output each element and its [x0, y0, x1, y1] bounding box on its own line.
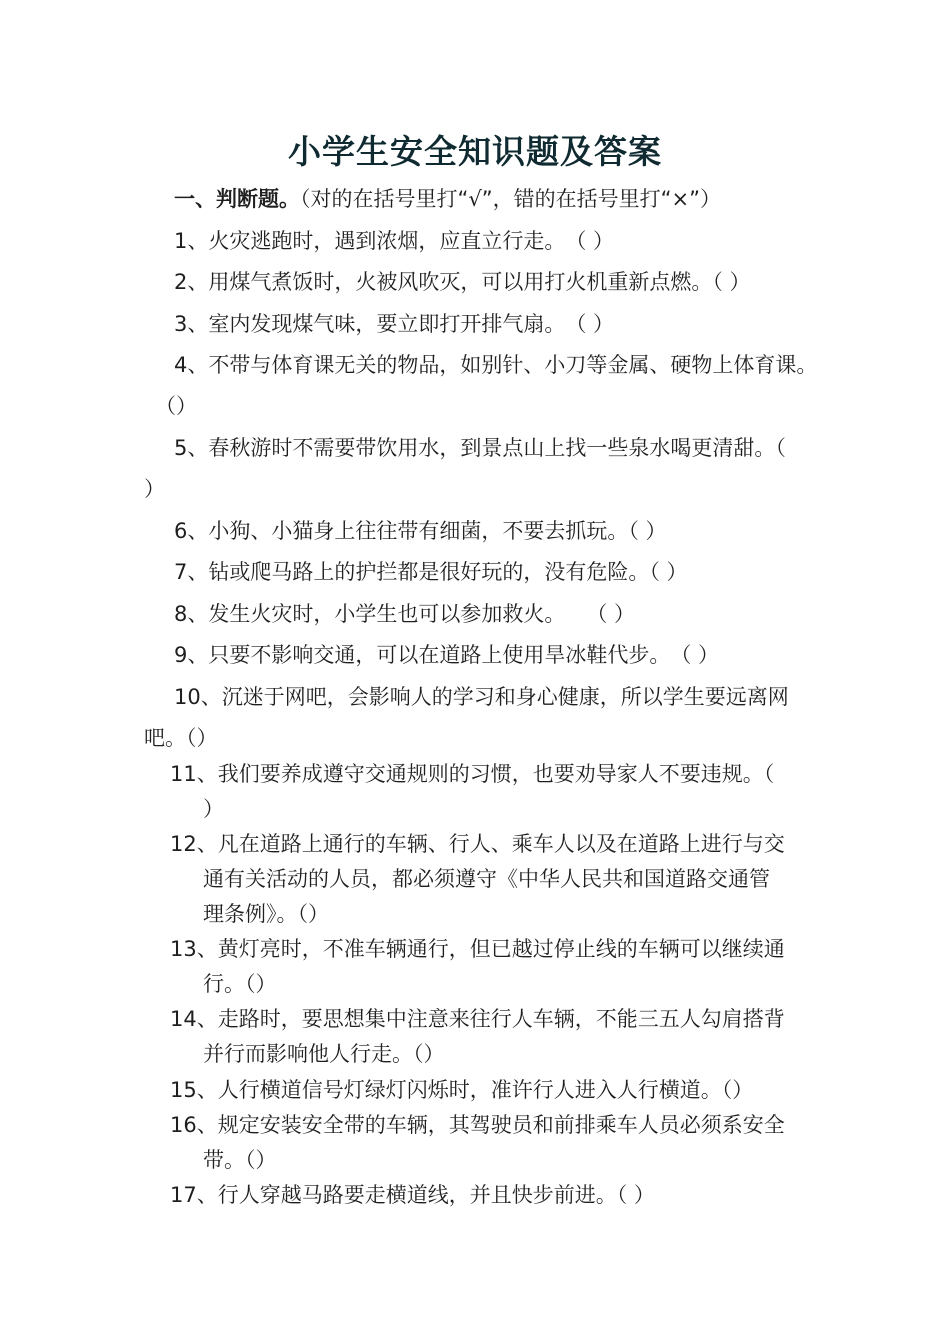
question-line: 12、凡在道路上通行的车辆、行人、乘车人以及在道路上进行与交 [170, 832, 785, 856]
section-instruction: （对的在括号里打“√”，错的在括号里打“×”） [300, 187, 721, 211]
question-line: 2、用煤气煮饭时，火被风吹灭，可以用打火机重新点燃。（ ） [174, 270, 751, 294]
question-line: 7、钻或爬马路上的护拦都是很好玩的，没有危险。（ ） [174, 560, 688, 584]
question-line: 6、小狗、小猫身上往往带有细菌，不要去抓玩。（ ） [174, 519, 667, 543]
question-line: 理条例》。（） [203, 902, 329, 926]
question-line: 9、只要不影响交通，可以在道路上使用旱冰鞋代步。 （ ） [174, 643, 720, 667]
question-line: 吧。（） [144, 726, 218, 750]
question-line: 13、黄灯亮时，不准车辆通行，但已越过停止线的车辆可以继续通 [170, 937, 785, 961]
question-line: 4、不带与体育课无关的物品，如别针、小刀等金属、硬物上体育课。 [174, 353, 818, 377]
question-line: （） [155, 394, 197, 418]
question-line: 1、火灾逃跑时，遇到浓烟，应直立行走。 （ ） [174, 229, 615, 253]
question-line: 17、行人穿越马路要走横道线，并且快步前进。（ ） [170, 1183, 655, 1207]
question-line: 行。（） [203, 972, 277, 996]
question-line: 14、走路时，要思想集中注意来往行人车辆，不能三五人勾肩搭背 [170, 1007, 785, 1031]
question-line: 16、规定安装安全带的车辆，其驾驶员和前排乘车人员必须系安全 [170, 1113, 785, 1137]
question-line: 通有关活动的人员，都必须遵守《中华人民共和国道路交通管 [203, 867, 770, 891]
question-line: 带。（） [203, 1148, 277, 1172]
question-line: 8、发生火灾时，小学生也可以参加救火。 （ ） [174, 602, 636, 626]
question-line: ） [203, 797, 224, 821]
question-line: 11、我们要养成遵守交通规则的习惯，也要劝导家人不要违规。（ [170, 762, 775, 786]
question-line: ） [144, 477, 165, 501]
document-title: 小学生安全知识题及答案 [288, 132, 662, 171]
question-line: 15、人行横道信号灯绿灯闪烁时，准许行人进入人行横道。（） [170, 1078, 754, 1102]
question-line: 5、春秋游时不需要带饮用水，到景点山上找一些泉水喝更清甜。（ [174, 436, 786, 460]
section-heading: 一、判断题。 [174, 187, 300, 211]
section-heading-line [174, 184, 721, 214]
question-line: 并行而影响他人行走。（） [203, 1042, 445, 1066]
question-line: 10、沉迷于网吧，会影响人的学习和身心健康，所以学生要远离网 [174, 685, 789, 709]
question-line: 3、室内发现煤气味，要立即打开排气扇。 （ ） [174, 312, 615, 336]
